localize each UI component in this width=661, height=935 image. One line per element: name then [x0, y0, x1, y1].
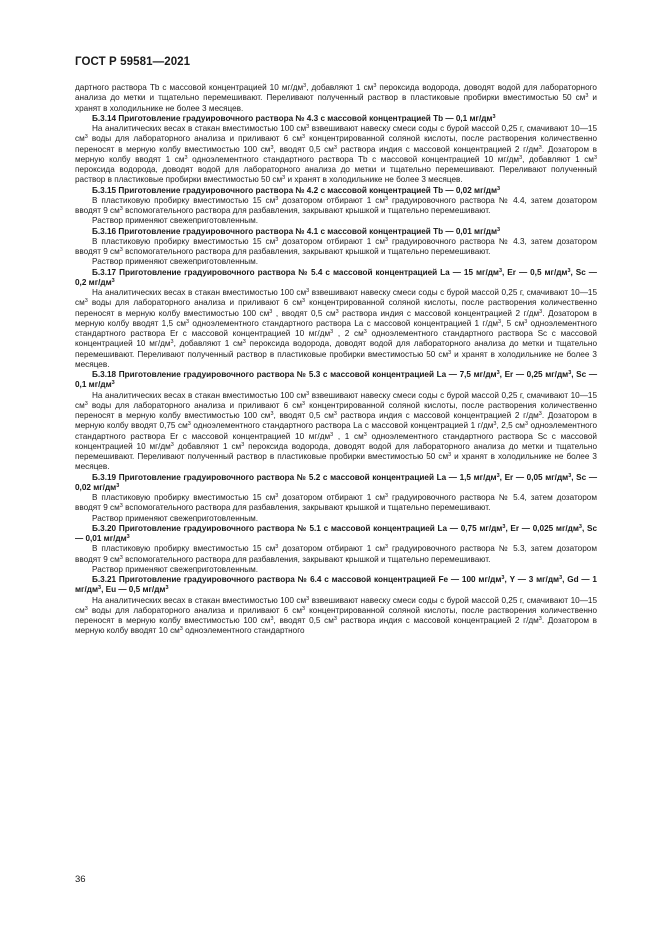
section-heading: Б.3.19 Приготовление градуировочного раствора № 5.2 с массовой концентрацией La — 1,5 $мг/дм^3$, Er — 0,05 $мг/дм^3$, Sc — 0,02 $мг/дм^3$ [75, 472, 598, 492]
section-heading: Б.3.16 Приготовление градуировочного раствора № 4.1 с массовой концентрацией Tb — 0,01 $мг/дм^3$ [92, 226, 501, 236]
section-heading: Б.3.20 Приготовление градуировочного раствора № 5.1 с массовой концентрацией La — 0,75 $мг/дм^3$, Er — 0,025 $мг/дм^3$, Sc — 0,01 $мг/дм^3$ [75, 523, 597, 543]
section-heading: Б.3.15 Приготовление градуировочного раствора № 4.2 с массовой концентрацией Tb — 0,02 $мг/дм^3$ [92, 185, 501, 195]
document-body [75, 83, 597, 637]
paragraph: Раствор применяют свежеприготовленным. [92, 216, 259, 226]
paragraph: В пластиковую пробирку вместимостью 15 $см^3$ дозатором отбирают 1 $см^3$ градуировочного раствора № 5.3, затем дозатором вводят 9 $см^3$ вспомогательного раствора для разбавления, закрывают крышкой и тщательно перемешивают. [75, 544, 597, 564]
paragraph: Раствор применяют свежеприготовленным. [92, 257, 259, 267]
paragraph: На аналитических весах в стакан вместимостью 100 $см^3$ взвешивают навеску смеси соды с бурой массой 0,25 г, смачивают 10—15 $см^3$ воды для лабораторного анализа и приливают 6 $см^3$ концентрированной соляной кислоты, после растворения количественно переносят в мерную колбу вместимостью 100 $см^3$, вводят 0,5 $см^3$ раствора индия с массовой концентрацией 2 $г/дм^3$. Дозатором в мерную колбу вводят 10 $см^3$ одноэлементного стандартного [75, 595, 598, 636]
paragraph: дартного раствора Tb с массовой концентрацией 10 $мг/дм^3$, добавляют 1 $см^3$ пероксида водорода, доводят водой для лабораторного анализа до метки и тщательно перемешивают. Переливают полученный раствор в пластиковые пробирки вместимостью 50 $см^3$ и хранят в холодильнике не более 3 месяцев. [75, 83, 597, 113]
paragraph: Раствор применяют свежеприготовленным. [92, 513, 259, 523]
section-heading: Б.3.21 Приготовление градуировочного раствора № 6.4 с массовой концентрацией Fe — 100 $мг/дм^3$, Y — 3 $мг/дм^3$, Gd — 1 $мг/дм^3$, Eu — 0,5 $мг/дм^3$ [75, 575, 597, 595]
section-heading: Б.3.17 Приготовление градуировочного раствора № 5.4 с массовой концентрацией La — 15 $мг/дм^3$, Er — 0,5 $мг/дм^3$, Sc — 0,2 $мг/дм^3$ [75, 267, 597, 287]
paragraph: Раствор применяют свежеприготовленным. [92, 564, 259, 574]
paragraph: На аналитических весах в стакан вместимостью 100 $см^3$ взвешивают навеску смеси соды с бурой массой 0,25 г, смачивают 10—15 $см^3$ воды для лабораторного анализа и приливают 6 $см^3$ концентрированной соляной кислоты, после растворения количественно переносят в мерную колбу вместимостью 100 $см^3$, вводят 0,5 $см^3$ раствора индия с массовой концентрацией 2 $г/дм^3$. Дозатором в мерную колбу вводят 0,75 $см^3$ одноэлементного стандартного раствора La с массовой концентрацией 1 $г/дм^3$, 2,5 $см^3$ одноэлементного стандартного раствора Er с массовой концентрацией 10 $мг/дм^3$ , 1 $см^3$ одноэлементного стандартного раствора Sc с массовой концентрацией 10 $мг/дм^3$ добавляют 1 $см^3$ пероксида водорода, доводят водой для лабораторного анализа до метки и тщательно перемешивают. Переливают полученный раствор в пластиковые пробирки вместимостью 50 $см^3$ и хранят в холодильнике не более 3 месяцев. [75, 390, 598, 472]
section-heading: Б.3.18 Приготовление градуировочного раствора № 5.3 с массовой концентрацией La — 7,5 $мг/дм^3$, Er — 0,25 $мг/дм^3$, Sc — 0,1 $мг/дм^3$ [75, 370, 598, 390]
document-page [75, 56, 597, 637]
section-heading: Б.3.14 Приготовление градуировочного раствора № 4.3 с массовой концентрацией Tb — 0,1 $мг/дм^3$ [92, 113, 496, 123]
paragraph: На аналитических весах в стакан вместимостью 100 $см^3$ взвешивают навеску смеси соды с бурой массой 0,25 г, смачивают 10—15 $см^3$ воды для лабораторного анализа и приливают 6 $см^3$ концентрированной соляной кислоты, после растворения количественно переносят в мерную колбу вместимостью 100 $см^3$, вводят 0,5 $см^3$ раствора индия с массовой концентрацией 2 $г/дм^3$. Дозатором в мерную колбу вводят 1 $см^3$ одноэлементного стандартного раствора Tb с массовой концентрацией 10 $мг/дм^3$, добавляют 1 $см^3$ пероксида водорода, доводят водой для лабораторного анализа до метки и тщательно перемешивают. Переливают полученный раствор в пластиковые пробирки вместимостью 50 $см^3$ и хранят в холодильнике не более 3 месяцев. [75, 124, 598, 185]
paragraph: В пластиковую пробирку вместимостью 15 $см^3$ дозатором отбирают 1 $см^3$ градуировочного раствора № 4.4, затем дозатором вводят 9 $см^3$ вспомогательного раствора для разбавления, закрывают крышкой и тщательно перемешивают. [75, 195, 597, 215]
paragraph: На аналитических весах в стакан вместимостью 100 $см^3$ взвешивают навеску смеси соды с бурой массой 0,25 г, смачивают 10—15 $см^3$ воды для лабораторного анализа и приливают 6 $см^3$ концентрированной соляной кислоты, после растворения количественно переносят в мерную колбу вместимостью 100 $см^3$ , вводят 0,5 $см^3$ раствора индия с массовой концентрацией 2 $г/дм^3$. Дозатором в мерную колбу вводят 1,5 $см^3$ одноэлементного стандартного раствора La с массовой концентрацией 1 $г/дм^3$, 5 $см^3$ одноэлементного стандартного раствора Er с массовой концентрацией 10 $мг/дм^3$ , 2 $см^3$ одноэлементного стандартного раствора Sc с массовой концентрацией 10 $мг/дм^3$, добавляют 1 $см^3$ пероксида водорода, доводят водой для лабораторного анализа до метки и тщательно перемешивают. Переливают полученный раствор в пластиковые пробирки вместимостью 50 $см^3$ и хранят в холодильнике не более 3 месяцев. [75, 288, 598, 369]
paragraph: В пластиковую пробирку вместимостью 15 $см^3$ дозатором отбирают 1 $см^3$ градуировочного раствора № 5.4, затем дозатором вводят 9 $см^3$ вспомогательного раствора для разбавления, закрывают крышкой и тщательно перемешивают. [75, 493, 597, 513]
page-number: 36 [75, 874, 86, 885]
document-header: ГОСТ Р 59581—2021 [75, 56, 191, 68]
paragraph: В пластиковую пробирку вместимостью 15 $см^3$ дозатором отбирают 1 $см^3$ градуировочного раствора № 4.3, затем дозатором вводят 9 $см^3$ вспомогательного раствора для разбавления, закрывают крышкой и тщательно перемешивают. [75, 236, 597, 256]
